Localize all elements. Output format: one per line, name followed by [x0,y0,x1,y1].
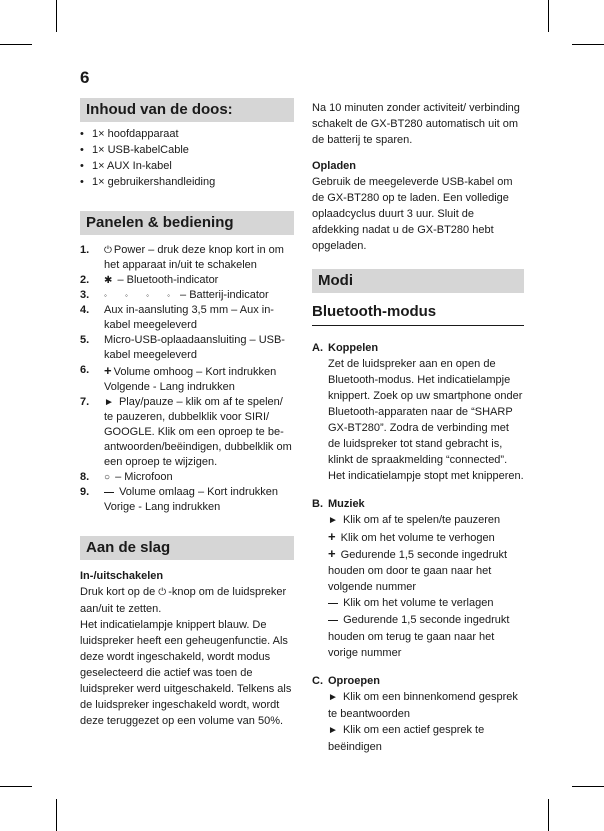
list-item: 7. ► Play/pauze – klik om af te spelen/ te pauzeren, dubbelklik voor SIRI/ GOOGLE. Klik om een oproep te be-antwoorden/beëindigen, dubbelklik om een oproep te wijzigen. [80,396,292,468]
bluetooth-icon: ✱ [104,275,113,286]
left-column [80,98,294,729]
crop-mark [548,0,549,32]
bluetooth-mode-heading: Bluetooth-modus [312,301,524,326]
play-icon: ► [328,692,338,703]
list-item: 1. ⏻ Power – druk deze knop kort in om het apparaat in/uit te schakelen [80,244,284,271]
crop-mark [0,44,32,45]
microphone-icon: ○ [104,472,111,483]
paragraph: Na 10 minuten zonder activiteit/ verbinding schakelt de GX-BT280 automatisch uit om de batterij te sparen. [312,102,520,146]
panels-list [80,243,294,515]
list-item: B. Muziek ► Klik om af te spelen/te pauzeren + Klik om het volume te verhogen + Gedurende 1,5 seconde ingedrukt houden om door te gaan naar het volgende nummer — Klik om het volume te verlagen — Gedurende 1,5 seconde ingedrukt houden om terug te gaan naar het vorige nummer [312,498,510,659]
list-item: • 1× USB-kabelCable [80,142,294,158]
crop-mark [572,44,604,45]
list-item: 8. ○ – Microfoon [80,471,173,483]
right-column [312,98,524,767]
minus-icon: — [328,615,338,626]
play-icon: ► [328,725,338,736]
power-icon: ⏻ [104,245,112,256]
section-heading-panels: Panelen & bediening [80,211,294,235]
crop-mark [548,799,549,831]
list-item: 6. + Volume omhoog – Kort indrukken Volgende - Lang indrukken [80,363,277,393]
play-icon: ► [104,397,114,408]
contents-list [80,126,294,190]
list-item: • 1× hoofdapparaat [80,126,294,142]
crop-mark [572,786,604,787]
list-item: 5. Micro-USB-oplaadaansluiting – USB-kabel meegeleverd [80,334,285,361]
paragraph: Gebruik de meegeleverde USB-kabel om de GX-BT280 op te laden. Een volledige oplaadcyclus duurt 3 uur. Sluit de afdekking nadat u de GX-BT280 hebt opgeladen. [312,176,513,252]
crop-mark [56,0,57,32]
list-item: 9. — Volume omlaag – Kort indrukken Vorige - Lang indrukken [80,486,279,513]
list-item: 3. ◦ ◦ ◦ ◦ – Batterij-indicator [80,289,269,301]
plus-icon: + [104,363,112,378]
section-heading-start: Aan de slag [80,536,294,560]
battery-dots-icon: ◦ ◦ ◦ ◦ [104,291,179,300]
subheading-charging: Opladen [312,160,357,172]
paragraph: Het indicatielampje knippert blauw. De luidspreker heeft een geheugenfunctie. Als deze wordt ingeschakeld, wordt modus geselecteerd die actief was toen de luidspreker werd uitgeschakeld. Telkens als de luidspreker ingeschakeld wordt, wordt deze teruggezet op een volume van 50%. [80,619,292,727]
subheading-power: In-/uitschakelen [80,570,164,582]
list-item: • 1× gebruikershandleiding [80,174,294,190]
power-icon: ⏻ [158,587,167,598]
crop-mark [0,786,32,787]
plus-icon: + [328,546,336,561]
section-heading-modes: Modi [312,269,524,293]
paragraph: Druk kort op de ⏻ -knop om de luidspreker aan/uit te zetten. [80,586,287,615]
list-item: 4. Aux in-aansluting 3,5 mm – Aux in-kabel meegeleverd [80,304,274,331]
crop-mark [56,799,57,831]
list-item: C. Oproepen ► Klik om een binnenkomend gesprek te beantwoorden ► Klik om een actief gesprek te beëindigen [312,675,518,753]
list-item: • 1× AUX In-kabel [80,158,294,174]
section-heading-contents: Inhoud van de doos: [80,98,294,122]
plus-icon: + [328,529,336,544]
list-item: A. Koppelen Zet de luidspreker aan en open de Bluetooth-modus. Het indicatielampje knippert. Zoek op uw smartphone onder Bluetooth-apparaten naar de “SHARP GX-BT280”. Zodra de verbinding met de luidspreker tot stand gebracht is, klinkt de spraakmelding “connected”. Het indicatielampje stopt met knipperen. [312,342,524,482]
page-number: 6 [80,68,90,87]
list-item: 2. ✱ – Bluetooth-indicator [80,274,219,286]
minus-icon: — [104,487,114,498]
minus-icon: — [328,598,338,609]
play-icon: ► [328,515,338,526]
lettered-list [312,340,524,755]
